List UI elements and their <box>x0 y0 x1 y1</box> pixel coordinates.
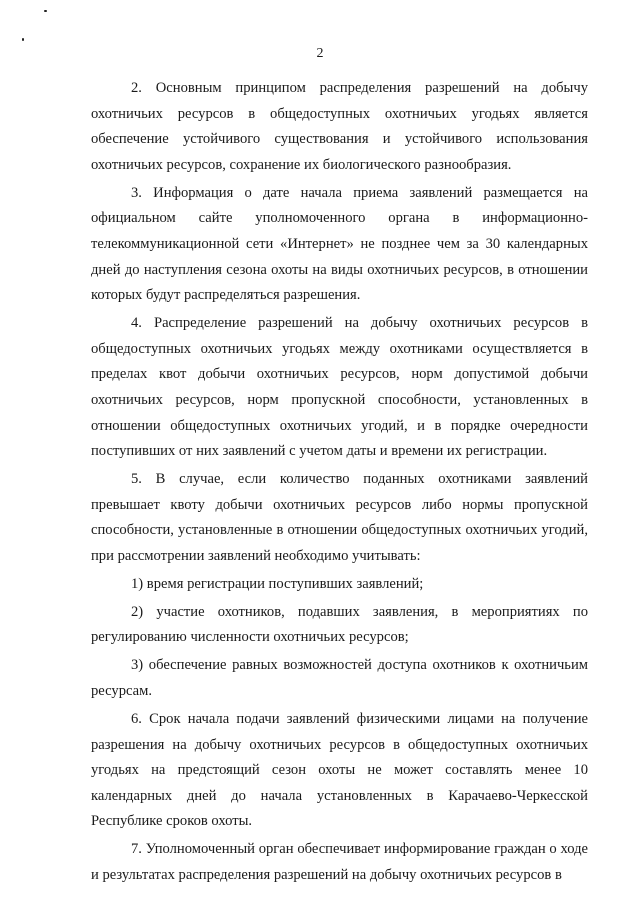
list-item-3: 3) обеспечение равных возможностей доступа охотников к охотничьим ресурсам. <box>91 657 588 699</box>
list-item-2: 2) участие охотников, подавших заявления, в мероприятиях по регулированию численности охотничьих ресурсов; <box>91 603 588 646</box>
paragraph-7: 7. Уполномоченный орган обеспечивает информирование граждан о ходе и результатах распределения разрешений на добычу охотничьих ресурсов в <box>91 841 588 883</box>
scan-speck <box>44 10 47 12</box>
paragraph-3: 3. Информация о дате начала приема заявлений размещается на официальном сайте уполномоченного органа в информационно-телекоммуникационной сети «Интернет» не позднее чем за 30 календарных дней до наступления сезона охоты на виды охотничьих ресурсов, в отношении которых будут распределяться разрешения. <box>91 184 588 304</box>
list-item-1: 1) время регистрации поступивших заявлений; <box>131 575 424 592</box>
page-number: 2 <box>316 46 324 61</box>
paragraph-5: 5. В случае, если количество поданных охотниками заявлений превышает квоту добычи охотничьих ресурсов либо нормы пропускной способности, установленные в отношении общедоступных охотничьих угодий, при рассмотрении заявлений необходимо учитывать: <box>91 471 588 564</box>
paragraph-2: 2. Основным принципом распределения разрешений на добычу охотничьих ресурсов в общедоступных охотничьих угодьях является обеспечение устойчивого существования и устойчивого использования охотничьих ресурсов, сохранение их биологического разнообразия. <box>91 80 588 173</box>
document-body <box>91 76 588 889</box>
paragraph-6: 6. Срок начала подачи заявлений физическими лицами на получение разрешения на добычу охотничьих ресурсов в общедоступных охотничьих угодьях на предстоящий сезон охоты не может составлять менее 10 календарных дней до начала установленных в Карачаево-Черкесской Республике сроков охоты. <box>91 710 588 830</box>
scan-speck <box>22 38 24 41</box>
paragraph-4: 4. Распределение разрешений на добычу охотничьих ресурсов в общедоступных охотничьих угодьях между охотниками осуществляется в пределах квот добычи охотничьих ресурсов, норм допустимой добычи охотничьих ресурсов, норм пропускной способности, установленных в отношении общедоступных охотничьих угодий, и в порядке очередности поступивших от них заявлений с учетом даты и времени их регистрации. <box>91 315 588 460</box>
